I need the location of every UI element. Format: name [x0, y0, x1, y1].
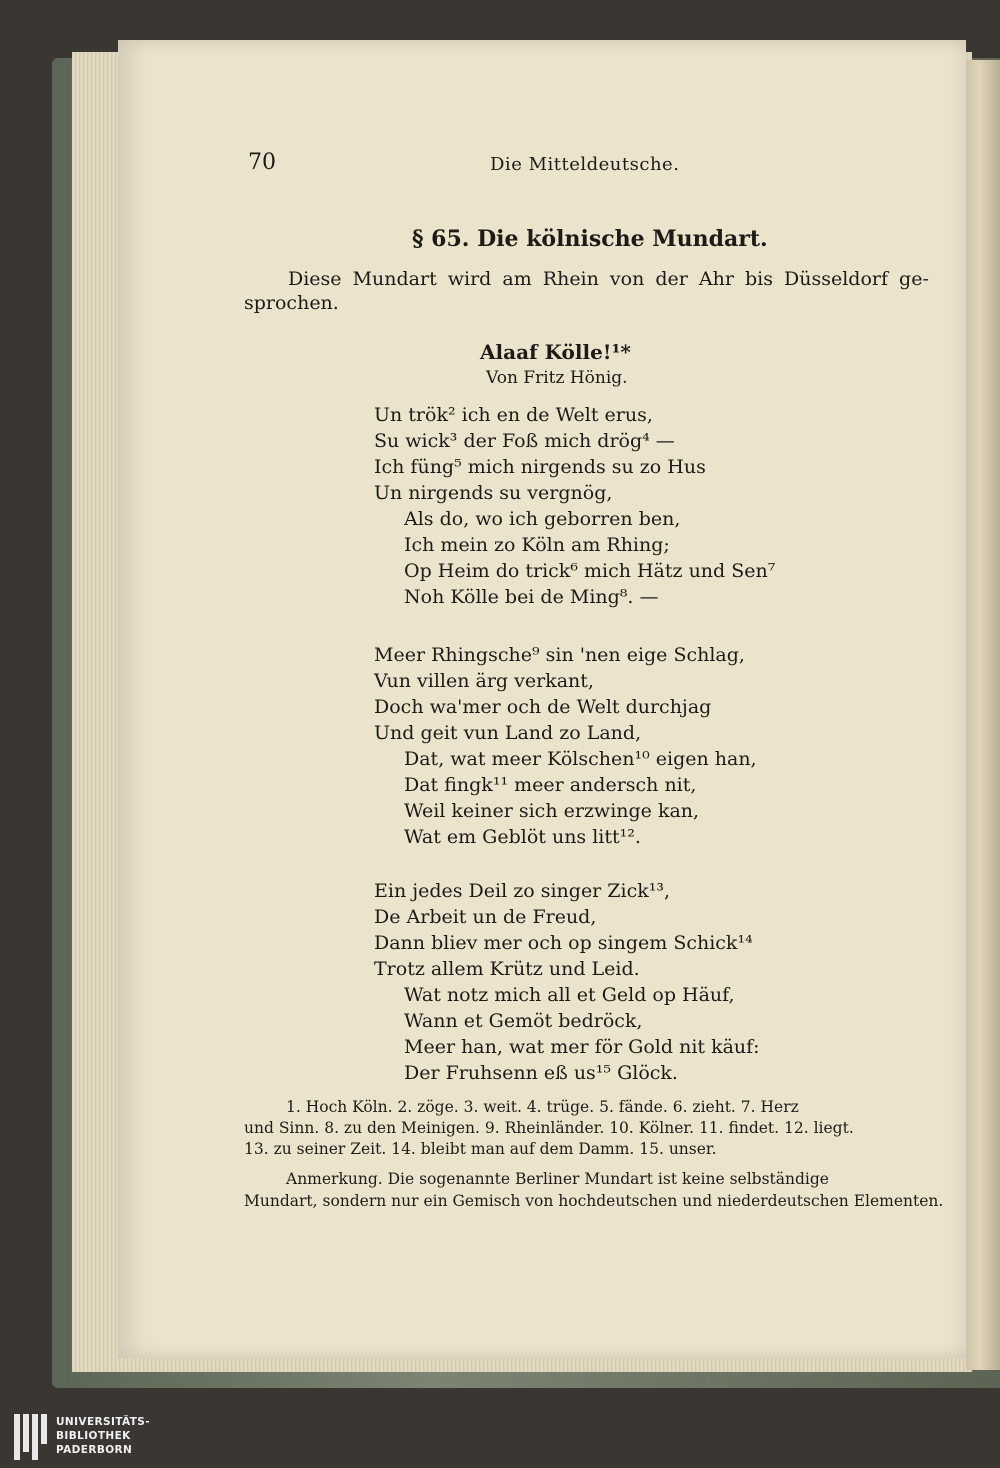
verse-line: Meer han, wat mer för Gold nit käuf:	[404, 1036, 760, 1058]
footnote-line: 13. zu seiner Zeit. 14. bleibt man auf dem Damm. 15. unser.	[244, 1140, 717, 1158]
annotation-line: Anmerkung. Die sogenannte Berliner Mundart ist keine selbständige	[286, 1170, 829, 1188]
verse-line: Dat fingk¹¹ meer andersch nit,	[404, 774, 697, 796]
verse-line: Als do, wo ich geborren ben,	[404, 508, 681, 530]
verse-line: Wat em Geblöt uns litt¹².	[404, 826, 641, 848]
verse-line: Dann bliev mer och op singem Schick¹⁴	[374, 932, 753, 954]
section-heading: § 65. Die kölnische Mundart.	[412, 226, 768, 252]
verse-line: Su wick³ der Foß mich drög⁴ —	[374, 430, 675, 452]
verse-line: Trotz allem Krütz und Leid.	[374, 958, 640, 980]
library-logo-text: UNIVERSITÄTS-	[56, 1416, 151, 1428]
poem-author: Von Fritz Hönig.	[486, 368, 628, 388]
verse-line: Wat notz mich all et Geld op Häuf,	[404, 984, 735, 1006]
verse-line: Weil keiner sich erzwinge kan,	[404, 800, 700, 822]
library-logo-icon	[14, 1414, 54, 1460]
verse-line: Doch wa'mer och de Welt durchjag	[374, 696, 712, 718]
page-number: 70	[248, 150, 276, 175]
verse-line: De Arbeit un de Freud,	[374, 906, 597, 928]
verse-line: Dat, wat meer Kölschen¹⁰ eigen han,	[404, 748, 757, 770]
verse-line: Ich mein zo Köln am Rhing;	[404, 534, 670, 556]
verse-line: Op Heim do trick⁶ mich Hätz und Sen⁷	[404, 560, 776, 582]
verse-line: Un nirgends su vergnög,	[374, 482, 613, 504]
footnote-line: und Sinn. 8. zu den Meinigen. 9. Rheinländer. 10. Kölner. 11. findet. 12. liegt.	[244, 1119, 854, 1137]
intro-line: sprochen.	[244, 292, 339, 314]
facing-page-edge	[966, 60, 1000, 1370]
verse-line: Vun villen ärg verkant,	[374, 670, 594, 692]
verse-line: Ich füng⁵ mich nirgends su zo Hus	[374, 456, 706, 478]
footnote-line: 1. Hoch Köln. 2. zöge. 3. weit. 4. trüge. 5. fände. 6. zieht. 7. Herz	[286, 1098, 799, 1116]
poem-title: Alaaf Kölle!¹*	[480, 340, 631, 364]
library-logo-text: PADERBORN	[56, 1444, 133, 1456]
verse-line: Noh Kölle bei de Ming⁸. —	[404, 586, 659, 608]
verse-line: Meer Rhingsche⁹ sin 'nen eige Schlag,	[374, 644, 745, 666]
verse-line: Ein jedes Deil zo singer Zick¹³,	[374, 880, 671, 902]
running-head: Die Mitteldeutsche.	[490, 154, 680, 175]
intro-line: Diese Mundart wird am Rhein von der Ahr bis Düsseldorf ge-	[288, 268, 929, 290]
verse-line: Wann et Gemöt bedröck,	[404, 1010, 643, 1032]
annotation-line: Mundart, sondern nur ein Gemisch von hochdeutschen und niederdeutschen Elementen.	[244, 1192, 944, 1210]
verse-line: Und geit vun Land zo Land,	[374, 722, 642, 744]
verse-line: Un trök² ich en de Welt erus,	[374, 404, 653, 426]
verse-line: Der Fruhsenn eß us¹⁵ Glöck.	[404, 1062, 678, 1084]
library-logo-text: BIBLIOTHEK	[56, 1430, 131, 1442]
